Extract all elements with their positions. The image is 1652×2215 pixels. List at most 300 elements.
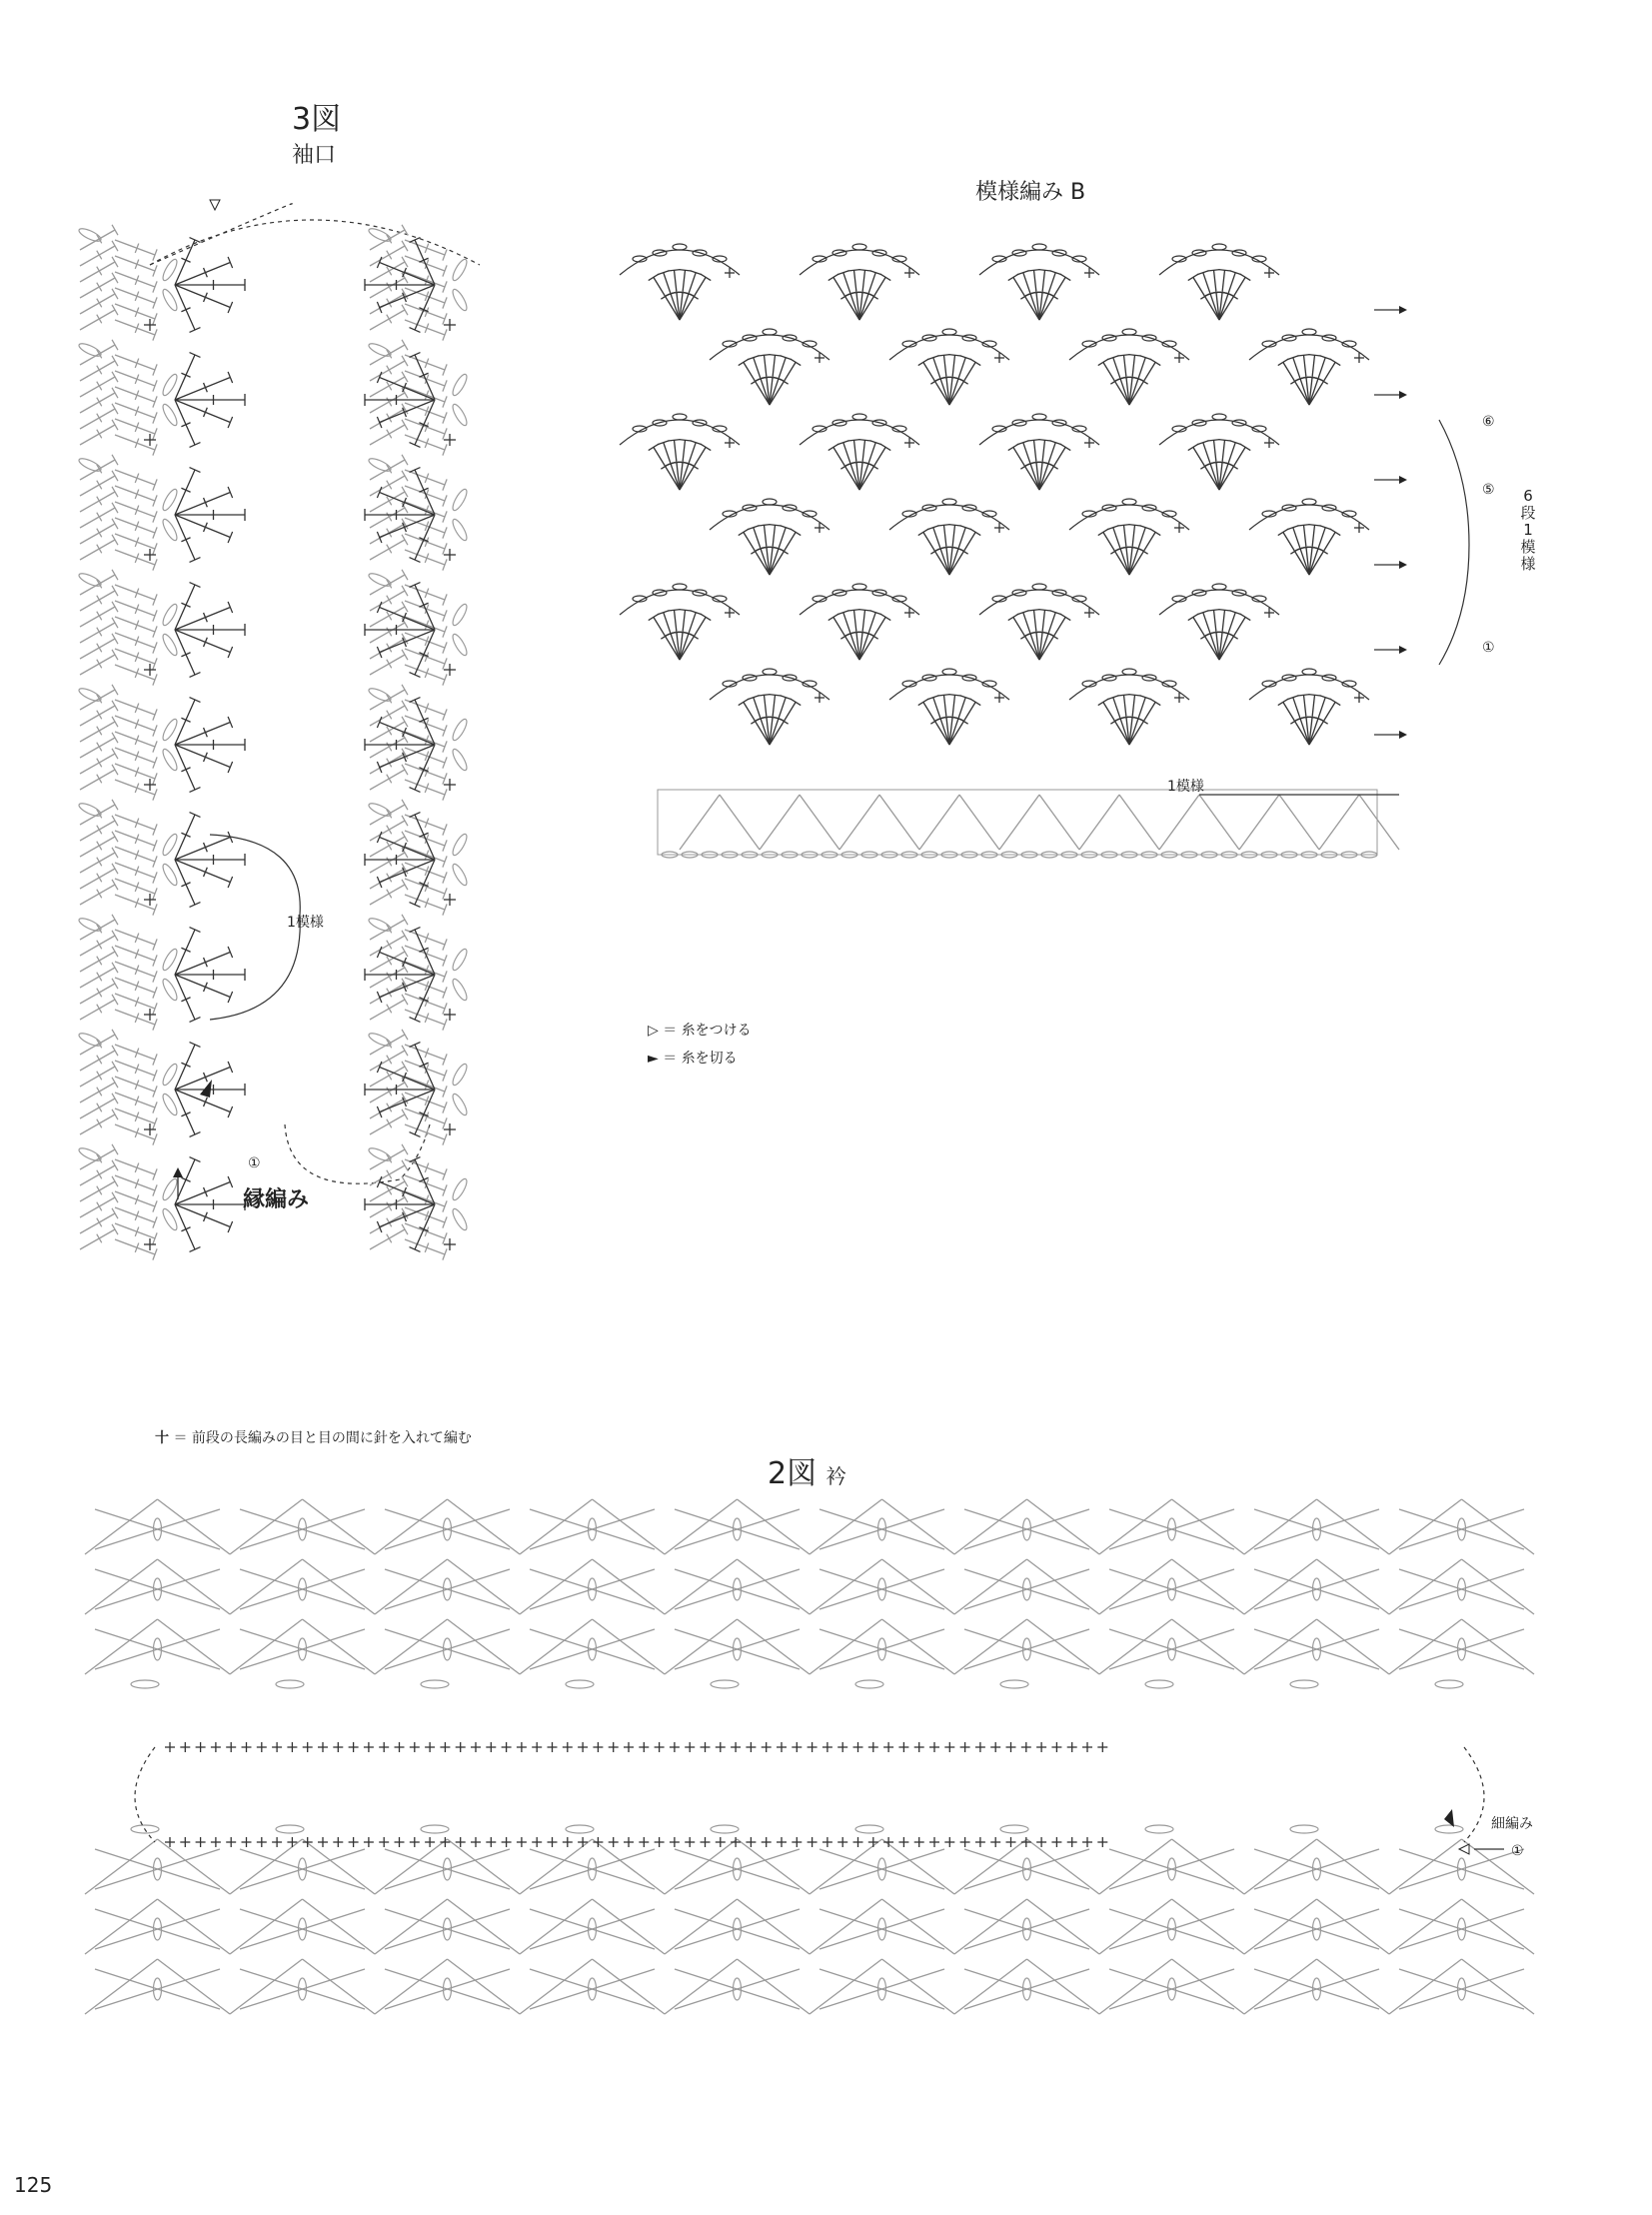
- stitch-top-icon: [112, 305, 118, 315]
- stitch-bar-icon: [97, 1170, 102, 1179]
- treble-stitch-line: [85, 1839, 158, 1894]
- treble-stitch-line: [665, 1559, 738, 1614]
- treble-stitch-line: [1027, 1839, 1100, 1894]
- treble-stitch-line: [375, 1559, 448, 1614]
- treble-stitch-line: [1317, 1499, 1390, 1554]
- stitch-top-icon: [112, 634, 118, 644]
- chain-arch-line: [800, 420, 919, 445]
- stitch-top-icon: [701, 274, 711, 280]
- chain-stitch-icon: [77, 341, 102, 358]
- foundation-stitch-line: [919, 795, 959, 850]
- chain-stitch-icon: [451, 1093, 470, 1117]
- treble-stitch-line: [1099, 1959, 1172, 2014]
- chain-stitch-icon: [161, 258, 180, 283]
- stitch-top-icon: [701, 444, 711, 450]
- chain-arch-line: [1069, 335, 1189, 360]
- stitch-bar-icon: [97, 596, 102, 605]
- chain-stitch-icon: [1000, 1825, 1028, 1833]
- stitch-top-icon: [112, 1192, 118, 1202]
- double-crochet-icon: [370, 1114, 405, 1134]
- stitch-top-icon: [880, 274, 890, 280]
- fig2-title-main: 2図: [768, 1456, 818, 1491]
- chain-stitch-icon: [451, 288, 470, 313]
- double-crochet-icon: [80, 476, 115, 496]
- treble-stitch-line: [448, 1619, 521, 1674]
- treble-stitch-line: [1027, 1619, 1100, 1674]
- chain-arch-line: [800, 250, 919, 275]
- treble-stitch-line: [1389, 1839, 1462, 1894]
- treble-stitch-line: [158, 1839, 231, 1894]
- stitch-bar-icon: [97, 941, 102, 950]
- treble-stitch-line: [85, 1559, 158, 1614]
- chain-stitch-icon: [451, 403, 470, 428]
- treble-stitch-line: [810, 1899, 882, 1954]
- double-crochet-icon: [80, 262, 115, 282]
- stitch-bar-icon: [97, 1119, 102, 1128]
- stitch-bar-icon: [387, 612, 392, 621]
- stitch-top-icon: [859, 610, 871, 611]
- stitch-top-icon: [402, 305, 408, 315]
- chain-stitch-icon: [1032, 244, 1046, 250]
- double-crochet-icon: [370, 230, 405, 250]
- treble-stitch-line: [665, 1899, 738, 1954]
- stitch-bar-icon: [690, 634, 699, 639]
- treble-stitch-line: [738, 1899, 811, 1954]
- treble-stitch-line: [158, 1499, 231, 1554]
- chain-arch-line: [1249, 505, 1369, 530]
- stitch-bar-icon: [387, 382, 392, 391]
- double-crochet-icon: [80, 1181, 115, 1201]
- double-crochet-icon: [370, 885, 405, 905]
- stitch-top-icon: [410, 813, 421, 818]
- double-crochet-icon: [80, 294, 115, 314]
- treble-stitch-line: [593, 1559, 666, 1614]
- double-crochet-icon: [370, 361, 405, 381]
- stitch-bar-icon: [387, 497, 392, 506]
- stitch-top-icon: [1240, 444, 1250, 450]
- stitch-top-icon: [112, 1160, 118, 1170]
- stitch-top-icon: [1219, 440, 1231, 441]
- stitch-bar-icon: [97, 1186, 102, 1195]
- stitch-bar-icon: [97, 842, 102, 851]
- stitch-top-icon: [848, 270, 860, 271]
- chain-arch-line: [979, 590, 1099, 615]
- treble-stitch-line: [303, 1559, 376, 1614]
- stitch-bar-icon: [97, 382, 102, 391]
- legend-attach-text: ＝ 糸をつける: [663, 1023, 752, 1039]
- stitch-top-icon: [1219, 610, 1231, 611]
- chain-stitch-icon: [451, 948, 470, 973]
- treble-stitch-line: [665, 1839, 738, 1894]
- double-crochet-icon: [370, 1083, 405, 1103]
- double-crochet-icon: [80, 607, 115, 627]
- attach-yarn-icon: [1459, 1844, 1469, 1854]
- stitch-top-icon: [112, 602, 118, 612]
- double-crochet-icon: [80, 837, 115, 857]
- chain-stitch-icon: [942, 669, 956, 675]
- stitch-bar-icon: [387, 1202, 392, 1211]
- stitch-top-icon: [402, 602, 408, 612]
- stitch-top-icon: [669, 270, 681, 271]
- stitch-bar-icon: [387, 398, 392, 407]
- double-crochet-icon: [80, 639, 115, 659]
- stitch-top-icon: [1330, 529, 1340, 535]
- stitch-bar-icon: [387, 315, 392, 324]
- treble-stitch-line: [85, 1619, 158, 1674]
- double-crochet-icon: [370, 278, 405, 298]
- stitch-bar-icon: [97, 628, 102, 637]
- treble-stitch-line: [1172, 1899, 1245, 1954]
- treble-stitch-line: [1099, 1619, 1172, 1674]
- foundation-stitch-line: [1079, 795, 1119, 850]
- treble-stitch-line: [1317, 1959, 1390, 2014]
- stitch-bar-icon: [1319, 379, 1328, 384]
- stitch-top-icon: [1028, 610, 1040, 611]
- stitch-top-icon: [112, 1208, 118, 1218]
- chain-arch-line: [1069, 505, 1189, 530]
- chain-arch-line: [710, 505, 829, 530]
- chain-stitch-icon: [451, 1063, 470, 1088]
- stitch-top-icon: [402, 717, 408, 727]
- stitch-top-icon: [1129, 525, 1141, 526]
- double-crochet-icon: [370, 540, 405, 560]
- stitch-top-icon: [112, 816, 118, 826]
- stitch-top-icon: [649, 614, 659, 620]
- stitch-top-icon: [949, 695, 961, 696]
- treble-stitch-line: [85, 1959, 158, 2014]
- stitch-top-icon: [1188, 274, 1198, 280]
- chain-stitch-icon: [367, 341, 392, 358]
- stitch-top-icon: [828, 614, 838, 620]
- stitch-top-icon: [112, 586, 118, 596]
- page-number: 125: [14, 2173, 53, 2197]
- stitch-top-icon: [410, 353, 421, 358]
- chain-stitch-icon: [161, 373, 180, 398]
- pattern-b-row-marker-1: ①: [1482, 640, 1495, 656]
- stitch-top-icon: [1118, 525, 1130, 526]
- stitch-top-icon: [402, 1062, 408, 1072]
- treble-stitch-line: [1244, 1619, 1317, 1674]
- stitch-bar-icon: [387, 628, 392, 637]
- chain-stitch-icon: [161, 1207, 180, 1232]
- treble-stitch-line: [520, 1839, 593, 1894]
- pattern-b-repeat-label: 1模様: [1167, 779, 1204, 795]
- stitch-top-icon: [410, 698, 421, 703]
- stitch-top-icon: [1098, 699, 1108, 705]
- legend-note: [155, 1431, 472, 1445]
- chain-stitch-icon: [1000, 1680, 1028, 1688]
- double-crochet-icon: [80, 1051, 115, 1071]
- stitch-bar-icon: [97, 743, 102, 752]
- stitch-top-icon: [190, 238, 201, 243]
- stitch-top-icon: [669, 440, 681, 441]
- stitch-bar-icon: [97, 858, 102, 867]
- treble-stitch-line: [520, 1619, 593, 1674]
- stitch-top-icon: [112, 570, 118, 580]
- chain-stitch-icon: [1122, 329, 1136, 335]
- double-crochet-icon: [80, 1083, 115, 1103]
- treble-stitch-line: [1027, 1499, 1100, 1554]
- stitch-top-icon: [190, 903, 201, 908]
- stitch-bar-icon: [387, 251, 392, 260]
- stitch-top-icon: [402, 880, 408, 890]
- stitch-bar-icon: [97, 481, 102, 490]
- dashed-join-line: [135, 1747, 155, 1842]
- chain-stitch-icon: [367, 801, 392, 818]
- stitch-top-icon: [410, 468, 421, 473]
- chain-stitch-icon: [673, 584, 687, 590]
- double-crochet-icon: [370, 460, 405, 480]
- treble-stitch-line: [1389, 1619, 1462, 1674]
- legend-note-text: ＝ 前段の長編みの目と目の間に針を入れて編む: [173, 1430, 472, 1446]
- stitch-top-icon: [190, 1132, 201, 1137]
- stitch-top-icon: [402, 931, 408, 941]
- fig3-title: 3図: [292, 102, 342, 137]
- chain-arch-line: [979, 420, 1099, 445]
- stitch-top-icon: [791, 699, 801, 705]
- stitch-top-icon: [1278, 529, 1288, 535]
- stitch-top-icon: [402, 995, 408, 1005]
- stitch-top-icon: [402, 471, 408, 481]
- double-crochet-icon: [80, 1067, 115, 1087]
- chain-stitch-icon: [161, 1093, 180, 1117]
- stitch-top-icon: [1309, 525, 1321, 526]
- stitch-top-icon: [859, 270, 871, 271]
- stitch-top-icon: [669, 610, 681, 611]
- treble-stitch-line: [303, 1839, 376, 1894]
- stitch-top-icon: [402, 1176, 408, 1186]
- stitch-bar-icon: [869, 464, 878, 469]
- treble-stitch-line: [448, 1899, 521, 1954]
- chain-arch-line: [620, 420, 740, 445]
- row-arrow-icon: [1399, 646, 1407, 654]
- treble-stitch-line: [520, 1959, 593, 2014]
- chain-stitch-icon: [161, 1177, 180, 1202]
- chain-stitch-icon: [763, 669, 777, 675]
- stitch-top-icon: [190, 698, 201, 703]
- stitch-top-icon: [1188, 614, 1198, 620]
- chain-stitch-icon: [451, 633, 470, 658]
- double-crochet-icon: [80, 540, 115, 560]
- stitch-bar-icon: [97, 874, 102, 883]
- stitch-bar-icon: [387, 1234, 392, 1243]
- double-crochet-icon: [80, 805, 115, 825]
- chain-arch-line: [1159, 250, 1279, 275]
- chain-stitch-icon: [161, 863, 180, 888]
- stitch-bar-icon: [97, 414, 102, 423]
- stitch-bar-icon: [387, 481, 392, 490]
- stitch-top-icon: [1150, 699, 1160, 705]
- chain-stitch-icon: [855, 1825, 883, 1833]
- stitch-top-icon: [190, 1247, 201, 1252]
- treble-stitch-line: [1172, 1559, 1245, 1614]
- chain-stitch-icon: [1435, 1825, 1463, 1833]
- stitch-top-icon: [190, 813, 201, 818]
- double-crochet-icon: [370, 1051, 405, 1071]
- stitch-top-icon: [1008, 274, 1018, 280]
- stitch-top-icon: [112, 717, 118, 727]
- double-crochet-icon: [370, 936, 405, 956]
- fig3-row-marker: ①: [248, 1155, 261, 1171]
- stitch-bar-icon: [959, 719, 968, 724]
- stitch-top-icon: [402, 257, 408, 267]
- stitch-top-icon: [190, 1043, 201, 1048]
- stitch-top-icon: [112, 864, 118, 874]
- treble-stitch-line: [375, 1899, 448, 1954]
- stitch-bar-icon: [1229, 634, 1238, 639]
- stitch-bar-icon: [97, 430, 102, 439]
- stitch-top-icon: [112, 947, 118, 957]
- stitch-bar-icon: [387, 430, 392, 439]
- stitch-bar-icon: [387, 711, 392, 720]
- chain-stitch-icon: [367, 916, 392, 933]
- chain-stitch-icon: [77, 571, 102, 588]
- stitch-bar-icon: [959, 549, 968, 554]
- double-crochet-icon: [370, 1229, 405, 1249]
- stitch-bar-icon: [97, 1202, 102, 1211]
- stitch-top-icon: [402, 800, 408, 810]
- treble-stitch-line: [882, 1899, 955, 1954]
- repeat-brace: [1439, 420, 1469, 665]
- stitch-top-icon: [190, 468, 201, 473]
- stitch-top-icon: [112, 685, 118, 695]
- chain-stitch-icon: [77, 1145, 102, 1162]
- chain-arch-line: [620, 590, 740, 615]
- treble-stitch-line: [882, 1499, 955, 1554]
- stitch-bar-icon: [97, 366, 102, 375]
- stitch-bar-icon: [387, 1072, 392, 1081]
- chain-stitch-icon: [1302, 499, 1316, 505]
- foundation-stitch-line: [1319, 795, 1359, 850]
- chain-stitch-icon: [1212, 244, 1226, 250]
- double-crochet-icon: [80, 1213, 115, 1233]
- stitch-bar-icon: [97, 644, 102, 653]
- stitch-bar-icon: [97, 727, 102, 736]
- double-crochet-icon: [80, 409, 115, 429]
- stitch-bar-icon: [97, 283, 102, 292]
- chain-stitch-icon: [451, 518, 470, 543]
- stitch-top-icon: [112, 800, 118, 810]
- stitch-bar-icon: [97, 957, 102, 966]
- stitch-top-icon: [402, 816, 408, 826]
- chain-stitch-icon: [77, 226, 102, 243]
- treble-stitch-line: [448, 1959, 521, 2014]
- stitch-bar-icon: [97, 989, 102, 998]
- double-crochet-icon: [80, 885, 115, 905]
- stitch-top-icon: [759, 355, 771, 356]
- chain-arch-line: [1249, 675, 1369, 700]
- stitch-top-icon: [402, 420, 408, 430]
- treble-stitch-line: [1172, 1499, 1245, 1554]
- stitch-bar-icon: [1049, 634, 1058, 639]
- stitch-bar-icon: [1139, 719, 1148, 724]
- stitch-top-icon: [1039, 610, 1051, 611]
- double-crochet-icon: [80, 230, 115, 250]
- stitch-top-icon: [112, 388, 118, 398]
- stitch-top-icon: [680, 270, 692, 271]
- stitch-top-icon: [1330, 359, 1340, 365]
- stitch-top-icon: [112, 848, 118, 858]
- treble-stitch-line: [1317, 1619, 1390, 1674]
- fig2-chart: [75, 1499, 1554, 2079]
- chain-stitch-icon: [566, 1825, 594, 1833]
- stitch-top-icon: [190, 443, 201, 448]
- stitch-top-icon: [402, 455, 408, 465]
- foundation-band: [658, 790, 1377, 855]
- chain-stitch-icon: [1145, 1825, 1173, 1833]
- stitch-top-icon: [112, 340, 118, 350]
- arrow-head-icon: [173, 1167, 183, 1177]
- stitch-top-icon: [112, 356, 118, 366]
- chain-stitch-icon: [1302, 329, 1316, 335]
- chain-arch-line: [800, 590, 919, 615]
- stitch-top-icon: [1240, 614, 1250, 620]
- stitch-top-icon: [680, 440, 692, 441]
- treble-stitch-line: [665, 1619, 738, 1674]
- stitch-top-icon: [410, 788, 421, 793]
- treble-stitch-line: [520, 1499, 593, 1554]
- chain-arch-line: [620, 250, 740, 275]
- stitch-top-icon: [1298, 695, 1310, 696]
- stitch-top-icon: [112, 273, 118, 283]
- stitch-top-icon: [410, 238, 421, 243]
- stitch-top-icon: [402, 356, 408, 366]
- chain-stitch-icon: [77, 801, 102, 818]
- stitch-top-icon: [112, 471, 118, 481]
- stitch-top-icon: [949, 525, 961, 526]
- stitch-top-icon: [759, 525, 771, 526]
- stitch-top-icon: [112, 535, 118, 545]
- treble-stitch-line: [1244, 1899, 1317, 1954]
- chain-stitch-icon: [451, 718, 470, 743]
- treble-stitch-line: [303, 1499, 376, 1554]
- stitch-top-icon: [1098, 529, 1108, 535]
- double-crochet-icon: [80, 1114, 115, 1134]
- double-crochet-icon: [370, 345, 405, 365]
- chain-stitch-icon: [451, 1177, 470, 1202]
- treble-stitch-line: [520, 1899, 593, 1954]
- foundation-stitch-line: [879, 795, 919, 850]
- double-crochet-icon: [370, 853, 405, 873]
- chain-stitch-icon: [1122, 499, 1136, 505]
- double-crochet-icon: [370, 738, 405, 758]
- stitch-top-icon: [410, 1132, 421, 1137]
- chain-stitch-icon: [276, 1680, 304, 1688]
- chain-stitch-icon: [77, 456, 102, 473]
- stitch-top-icon: [112, 733, 118, 743]
- stitch-top-icon: [402, 372, 408, 382]
- double-crochet-icon: [80, 1000, 115, 1020]
- treble-stitch-line: [375, 1839, 448, 1894]
- foundation-stitch-line: [1199, 795, 1239, 850]
- stitch-top-icon: [1028, 440, 1040, 441]
- chain-stitch-icon: [161, 948, 180, 973]
- stitch-top-icon: [1039, 440, 1051, 441]
- stitch-top-icon: [410, 443, 421, 448]
- stitch-top-icon: [190, 328, 201, 333]
- stitch-bar-icon: [959, 379, 968, 384]
- chain-stitch-icon: [711, 1680, 739, 1688]
- stitch-top-icon: [1008, 444, 1018, 450]
- chain-stitch-icon: [77, 916, 102, 933]
- foundation-stitch-line: [959, 795, 999, 850]
- stitch-top-icon: [190, 1018, 201, 1023]
- stitch-top-icon: [402, 1046, 408, 1056]
- stitch-bar-icon: [97, 299, 102, 308]
- stitch-top-icon: [1060, 274, 1070, 280]
- chain-stitch-icon: [855, 1680, 883, 1688]
- chain-stitch-icon: [367, 571, 392, 588]
